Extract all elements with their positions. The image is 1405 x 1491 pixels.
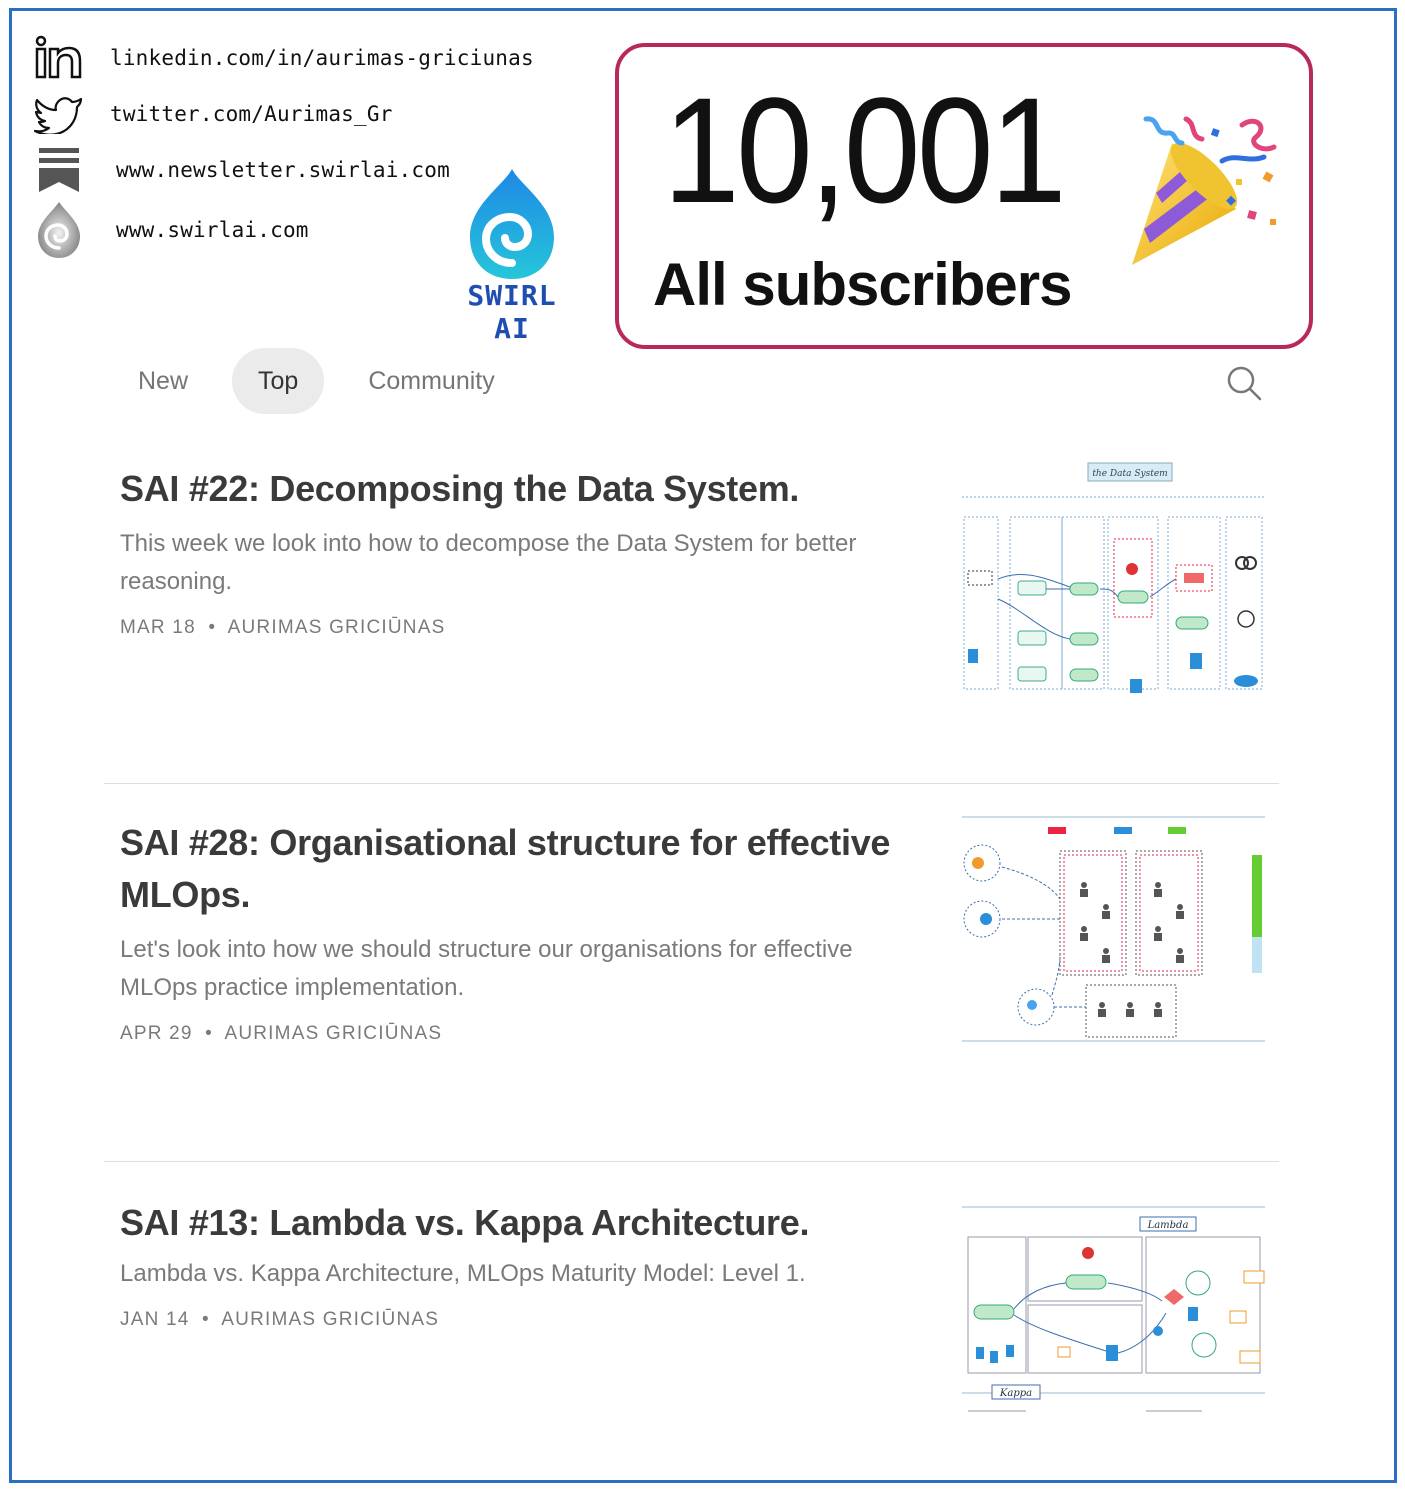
post-title[interactable]: SAI #22: Decomposing the Data System. — [120, 468, 800, 509]
swirl-ai-logo — [444, 167, 580, 345]
post-thumbnail[interactable] — [962, 459, 1265, 695]
post-divider — [104, 783, 1279, 784]
bookmark-icon — [34, 145, 84, 195]
linkedin-link-row[interactable] — [34, 33, 534, 83]
post-meta — [120, 617, 920, 639]
linkedin-icon — [34, 33, 84, 83]
newsletter-url[interactable]: www.newsletter.swirlai.com — [116, 158, 450, 182]
post-date: MAR 18 — [120, 617, 196, 638]
thumbnail-kappa-label: Kappa — [999, 1388, 1033, 1399]
party-popper-icon — [1124, 113, 1284, 273]
post-item[interactable] — [120, 817, 920, 1045]
post-description: This week we look into how to decompose the Data System for better reasoning. — [120, 530, 857, 595]
website-link-row[interactable] — [34, 205, 309, 255]
post-meta — [120, 1309, 940, 1331]
tab-community[interactable]: Community — [368, 366, 495, 395]
thumbnail-lambda-label: Lambda — [1147, 1220, 1189, 1231]
subscribers-card — [615, 43, 1313, 349]
twitter-url[interactable]: twitter.com/Aurimas_Gr — [110, 102, 393, 126]
post-thumbnail[interactable] — [962, 815, 1265, 1043]
tab-bar — [112, 348, 539, 414]
thumbnail-title: the Data System — [1092, 469, 1168, 479]
post-thumbnail[interactable] — [962, 1197, 1265, 1423]
website-url[interactable]: www.swirlai.com — [116, 218, 309, 242]
post-meta — [120, 1023, 920, 1045]
post-author[interactable]: AURIMAS GRICIŪNAS — [227, 617, 446, 638]
logo-wordmark: SWIRL AI — [467, 279, 557, 345]
post-author[interactable]: AURIMAS GRICIŪNAS — [224, 1023, 443, 1044]
tab-top[interactable]: Top — [232, 348, 324, 414]
newsletter-link-row[interactable] — [34, 145, 450, 195]
swirl-drop-icon — [444, 167, 580, 279]
meta-separator: • — [202, 1309, 210, 1330]
linkedin-url[interactable]: linkedin.com/in/aurimas-griciunas — [110, 46, 534, 70]
subscriber-label: All subscribers — [653, 251, 1072, 318]
twitter-bird-icon — [34, 89, 84, 139]
post-divider — [104, 1161, 1279, 1162]
post-title[interactable]: SAI #13: Lambda vs. Kappa Architecture. — [120, 1202, 810, 1243]
post-date: JAN 14 — [120, 1309, 190, 1330]
swirl-icon — [34, 205, 84, 255]
post-description: Let's look into how we should structure our organisations for effective MLOps practice implementation. — [120, 936, 853, 1001]
post-item[interactable] — [120, 463, 920, 639]
post-item[interactable] — [120, 1197, 940, 1331]
post-date: APR 29 — [120, 1023, 193, 1044]
meta-separator: • — [205, 1023, 214, 1044]
screenshot-frame — [9, 8, 1397, 1483]
post-title[interactable]: SAI #28: Organisational structure for effective MLOps. — [120, 822, 891, 915]
meta-separator: • — [208, 617, 217, 638]
post-author[interactable]: AURIMAS GRICIŪNAS — [221, 1309, 440, 1330]
post-description: Lambda vs. Kappa Architecture, MLOps Maturity Model: Level 1. — [120, 1260, 806, 1287]
twitter-link-row[interactable] — [34, 89, 393, 139]
tab-new[interactable]: New — [138, 366, 189, 395]
search-icon[interactable] — [1226, 365, 1262, 401]
subscriber-count: 10,001 — [663, 66, 1064, 234]
